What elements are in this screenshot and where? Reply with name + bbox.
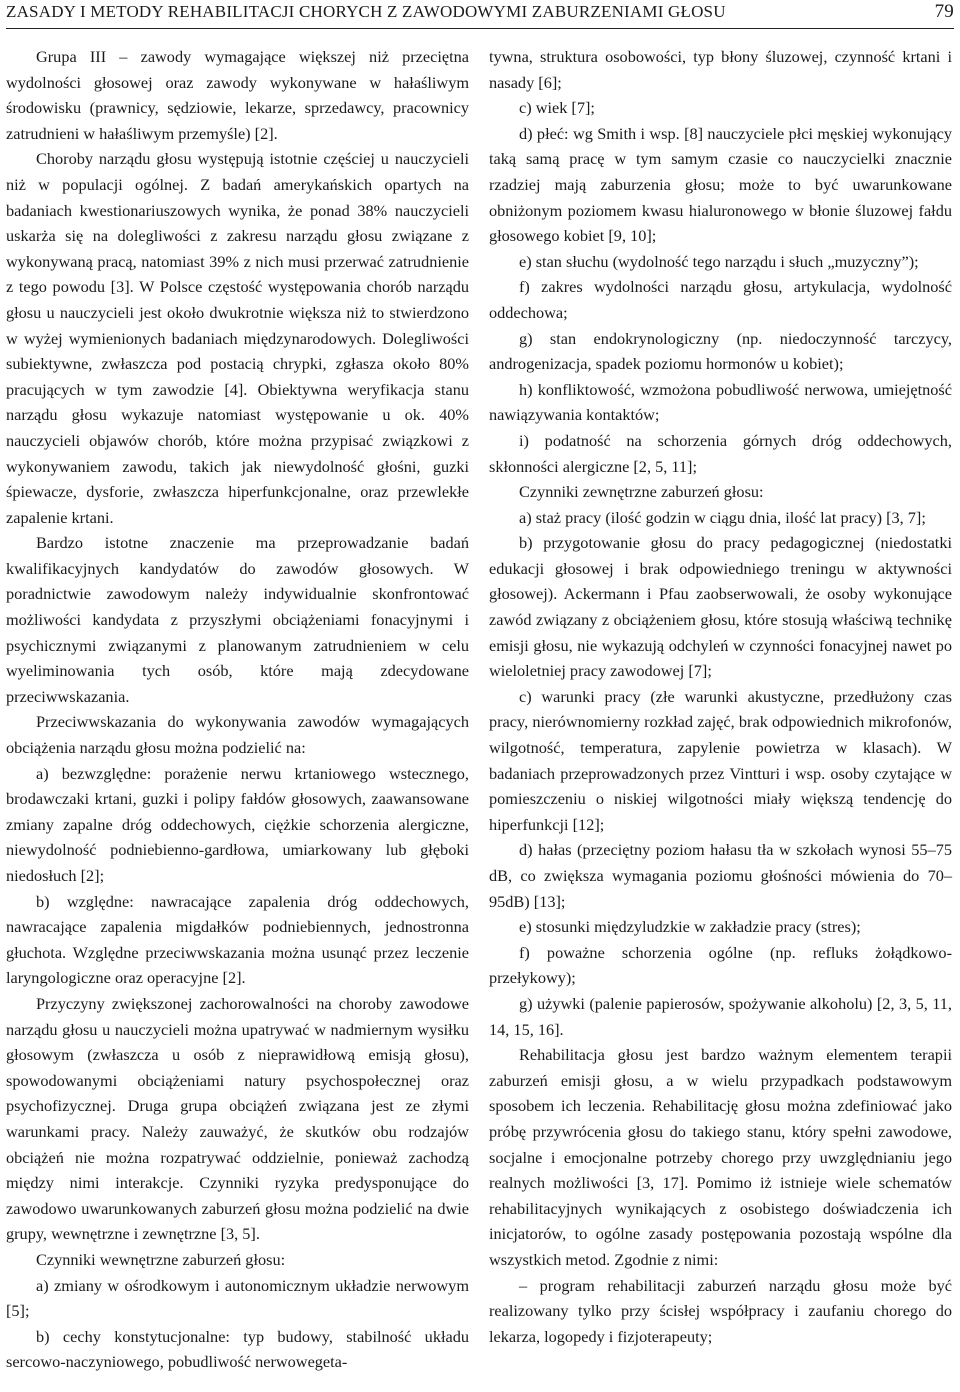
list-item: g) używki (palenie papierosów, spożywanie alkoholu) [2, 3, 5, 11, 14, 15, 16]. [489, 993, 952, 1039]
list-item: d) hałas (przeciętny poziom hałasu tła w szkołach wynosi 55–75 dB, co zwiększa wymagania poziomu głośności mówienia do 70–95dB) [13]; [489, 840, 952, 911]
list-item: a) staż pracy (ilość godzin w ciągu dnia, ilość lat pracy) [3, 7]; [519, 507, 926, 527]
paragraph: Choroby narządu głosu występują istotnie częściej u nauczycieli niż w populacji ogólnej. Z badań amerykańskich opartych na badaniach kwestionariuszowych wynika, że ponad 38% nauczycieli uskarża się na dolegliwości z zakresu narządu głosu związane z wykonywaną pracą, natomiast 39% z nich musi przerwać zatrudnienie z tego powodu [3]. W Polsce częstość występowania chorób narządu głosu u nauczycieli jest około dwukrotnie większa niż to stwierdzono w wyżej wymienionych badaniach międzynarodowych. Dolegliwości subiektywne, zwłaszcza pod postacią chrypki, zgłasza około 80% pracujących w tym zawodzie [4]. Obiektywna weryfikacja stanu narządu głosu wykazuje natomiast występowanie u ok. 40% nauczycieli objawów chorób, które można przypisać związkowi z wykonywaniem zawodu, takich jak niewydolność głośni, guzki śpiewacze, dysforie, zwłaszcza hiperfunkcjonalne, oraz przewlekłe zapalenie krtani. [6, 149, 469, 527]
list-item: b) przygotowanie głosu do pracy pedagogicznej (niedostatki edukacji głosowej i brak odpowiedniego treningu w aktywności głosowej). Ackermann i Pfau zaobserwowali, że osoby wykonujące zawód związany z obciążeniem głosu, które stosują właściwą technikę emisji głosu, nie wykazują odchyleń w czynności fonacyjnej nawet po wieloletniej pracy zawodowej [7]; [489, 533, 952, 681]
list-item: c) warunki pracy (złe warunki akustyczne, przedłużony czas pracy, nierównomierny rozkład zajęć, brak odpowiednich mikrofonów, wilgotność, temperatura, zapylenie powietrza w klasach). W badaniach przeprowadzonych przez Vintturi i wsp. osoby czytające w pomieszczeniu o niskiej wilgotności miały większą tendencję do hiperfunkcji [12]; [489, 686, 952, 834]
list-item: d) płeć: wg Smith i wsp. [8] nauczyciele płci męskiej wykonujący taką samą pracę w tym samym czasie co nauczycielki znacznie rzadziej mają zaburzenia głosu; może to być uwarunkowane obniżonym poziomem kwasu hialuronowego w błonie śluzowej fałdu głosowego kobiet [9, 10]; [489, 123, 952, 246]
paragraph: Grupa III – zawody wymagające większej niż przeciętna wydolności głosowej oraz zawody wykonywane w hałaśliwym środowisku (prawnicy, sędziowie, lekarze, sprzedawcy, pracownicy zatrudnieni w hałaśliwym przemyśle) [2]. [6, 47, 469, 143]
list-item: h) konfliktowość, wzmożona pobudliwość nerwowa, umiejętność nawiązywania kontaktów; [489, 379, 952, 425]
running-title: ZASADY I METODY REHABILITACJI CHORYCH Z ZAWODOWYMI ZABURZENIAMI GŁOSU [6, 2, 726, 21]
running-header [6, 0, 954, 29]
subheading: Czynniki zewnętrzne zaburzeń głosu: [519, 482, 764, 502]
list-item: f) poważne schorzenia ogólne (np. refluks żołądkowo-przełykowy); [489, 942, 952, 988]
list-item: a) bezwzględne: porażenie nerwu krtaniowego wstecznego, brodawczaki krtani, guzki i polipy fałdów głosowych, zaawansowane zmiany zapalne dróg oddechowych, ciężkie schorzenia alergiczne, niewydolność podniebienno-gardłowa, umiarkowany lub głęboki niedosłuch [2]; [6, 763, 469, 885]
list-item: f) zakres wydolności narządu głosu, artykulacja, wydolność oddechowa; [489, 277, 952, 322]
subheading: Czynniki wewnętrzne zaburzeń głosu: [36, 1249, 286, 1269]
list-item: b) względne: nawracające zapalenia dróg oddechowych, nawracające zapalenia migdałków podniebiennych, jednostronna głuchota. Względne przeciwwskazania można usunąć przez leczenie laryngologiczne oraz operacyjne [2]. [6, 891, 469, 988]
page-number: 79 [934, 1, 954, 22]
list-item: a) zmiany w ośrodkowym i autonomicznym układzie nerwowym [5]; [6, 1275, 469, 1321]
list-item: c) wiek [7]; [519, 98, 595, 118]
right-column [489, 44, 952, 1349]
list-item: i) podatność na schorzenia górnych dróg oddechowych, skłonności alergiczne [2, 5, 11]; [489, 430, 952, 476]
paragraph: Przyczyny zwiększonej zachorowalności na choroby zawodowe narządu głosu u nauczycieli można upatrywać w nadmiernym wysiłku głosowym (zwłaszcza u osób z nieprawidłową emisją głosu), spowodowanymi obciążeniami natury psychospołecznej oraz psychofizycznej. Druga grupa obciążeń związana jest ze złymi warunkami pracy. Należy zauważyć, że skutków obu rodzajów obciążeń nie można rozpatrywać oddzielnie, ponieważ zachodzą między nimi interakcje. Czynniki ryzyka predysponujące do zawodowo uwarunkowanych zaburzeń głosu można podzielić na dwie grupy, wewnętrzne i zewnętrzne [3, 5]. [6, 993, 469, 1244]
paragraph: Rehabilitacja głosu jest bardzo ważnym elementem terapii zaburzeń emisji głosu, a w wielu przypadkach podstawowym sposobem ich leczenia. Rehabilitację głosu można zdefiniować jako próbę przywrócenia głosu do takiego stanu, który spełni zawodowe, socjalne i emocjonalne potrzeby chorego przy uwzględnianiu jego realnych możliwości [3, 17]. Pomimo iż istnieje wiele schematów rehabilitacyjnych wynikających z osobistego doświadczenia ich inicjatorów, to ogólne zasady postępowania pozostają wspólne dla wszystkich metod. Zgodnie z nimi: [489, 1045, 952, 1269]
paragraph: tywna, struktura osobowości, typ błony śluzowej, czynność krtani i nasady [6]; [489, 47, 952, 92]
list-item: e) stosunki międzyludzkie w zakładzie pracy (stres); [519, 917, 861, 937]
dash-item: – program rehabilitacji zaburzeń narządu głosu może być realizowany tylko przy ścisłej współpracy i zaufaniu chorego do lekarza, logopedy i fizjoterapeuty; [489, 1275, 952, 1346]
list-item: g) stan endokrynologiczny (np. niedoczynność tarczycy, androgenizacja, spadek poziomu hormonów u kobiet); [489, 328, 952, 374]
left-column [6, 44, 469, 1375]
paragraph: Przeciwwskazania do wykonywania zawodów wymagających obciążenia narządu głosu można podzielić na: [6, 712, 469, 758]
list-item: b) cechy konstytucjonalne: typ budowy, stabilność układu sercowo-naczyniowego, pobudliwość nerwowegeta- [6, 1326, 469, 1372]
list-item: e) stan słuchu (wydolność tego narządu i słuch „muzyczny”); [519, 251, 919, 271]
paragraph: Bardzo istotne znaczenie ma przeprowadzanie badań kwalifikacyjnych kandydatów do zawodów głosowych. W poradnictwie zawodowym należy indywidualnie skonfrontować możliwości kandydata z przyszłymi obciążeniami fonacyjnymi i psychicznymi związanymi z planowanym zatrudnieniem w celu wyeliminowania tych osób, które mają zdecydowane przeciwwskazania. [6, 533, 469, 706]
